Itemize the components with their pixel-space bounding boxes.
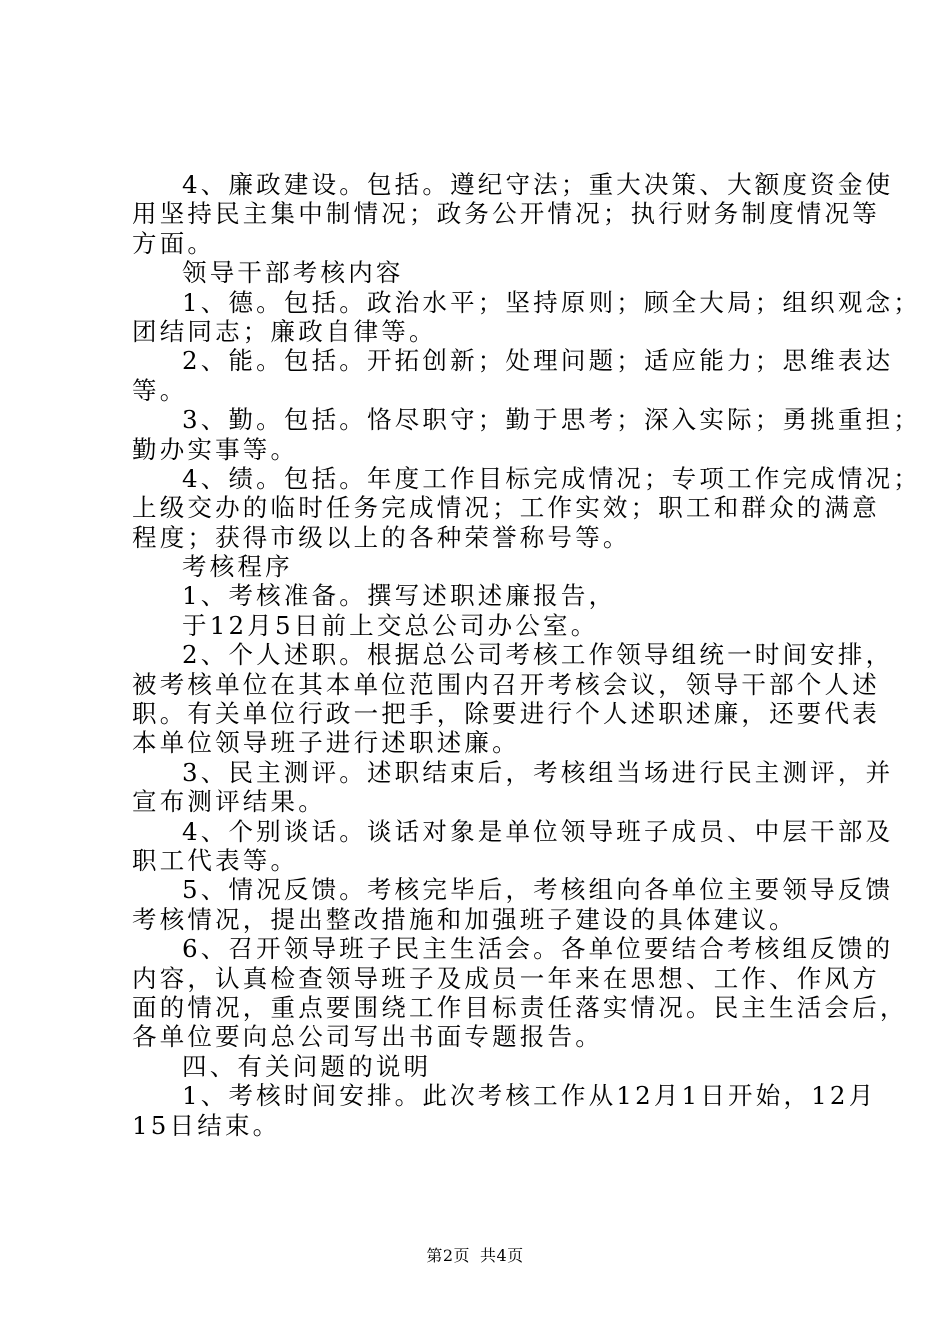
text-line: 4、绩。包括。年度工作目标完成情况；专项工作完成情况； [182, 463, 921, 493]
text-line: 2、个人述职。根据总公司考核工作领导组统一时间安排， [182, 640, 894, 670]
text-line: 5、情况反馈。考核完毕后，考核组向各单位主要领导反馈 [182, 875, 894, 905]
text-line: 用坚持民主集中制情况；政务公开情况；执行财务制度情况等 [132, 199, 880, 229]
text-line: 1、考核时间安排。此次考核工作从12月1日开始，12月 [182, 1081, 877, 1111]
section-heading: 领导干部考核内容 [182, 258, 404, 288]
text-line: 被考核单位在其本单位范围内召开考核会议，领导干部个人述 [132, 669, 880, 699]
section-heading: 考核程序 [182, 552, 293, 582]
page-total: 共4页 [480, 1246, 524, 1265]
text-line: 方面。 [132, 228, 216, 258]
text-line: 4、廉政建设。包括。遵纪守法；重大决策、大额度资金使 [182, 170, 894, 199]
text-line: 职。有关单位行政一把手，除要进行个人述职述廉，还要代表 [132, 699, 880, 729]
text-line: 3、勤。包括。恪尽职守；勤于思考；深入实际；勇挑重担； [182, 405, 921, 435]
text-line: 2、能。包括。开拓创新；处理问题；适应能力；思维表达 [182, 346, 894, 376]
text-line: 1、德。包括。政治水平；坚持原则；顾全大局；组织观念； [182, 287, 921, 317]
text-line: 考核情况，提出整改措施和加强班子建设的具体建议。 [132, 904, 797, 934]
text-line: 等。 [132, 375, 188, 405]
text-line: 团结同志；廉政自律等。 [132, 316, 437, 346]
text-line: 宣布测评结果。 [132, 787, 326, 817]
text-line: 面的情况，重点要围绕工作目标责任落实情况。民主生活会后， [132, 992, 908, 1022]
document-body [132, 170, 921, 1140]
text-line: 各单位要向总公司写出书面专题报告。 [132, 1022, 603, 1052]
text-line: 4、个别谈话。谈话对象是单位领导班子成员、中层干部及 [182, 816, 894, 846]
text-line: 15日结束。 [132, 1110, 281, 1140]
page-footer [0, 1246, 950, 1266]
text-line: 职工代表等。 [132, 845, 299, 875]
text-line: 程度；获得市级以上的各种荣誉称号等。 [132, 522, 631, 552]
text-line: 内容，认真检查领导班子及成员一年来在思想、工作、作风方 [132, 963, 880, 993]
text-line: 于12月5日前上交总公司办公室。 [182, 610, 599, 640]
text-line: 勤办实事等。 [132, 434, 299, 464]
text-line: 3、民主测评。述职结束后，考核组当场进行民主测评，并 [182, 757, 894, 787]
text-line: 1、考核准备。撰写述职述廉报告， [182, 581, 617, 611]
text-line: 6、召开领导班子民主生活会。各单位要结合考核组反馈的 [182, 934, 894, 964]
section-heading: 四、有关问题的说明 [182, 1051, 432, 1081]
page-number: 第2页 [426, 1246, 470, 1265]
text-line: 上级交办的临时任务完成情况；工作实效；职工和群众的满意 [132, 493, 880, 523]
text-line: 本单位领导班子进行述职述廉。 [132, 728, 520, 758]
